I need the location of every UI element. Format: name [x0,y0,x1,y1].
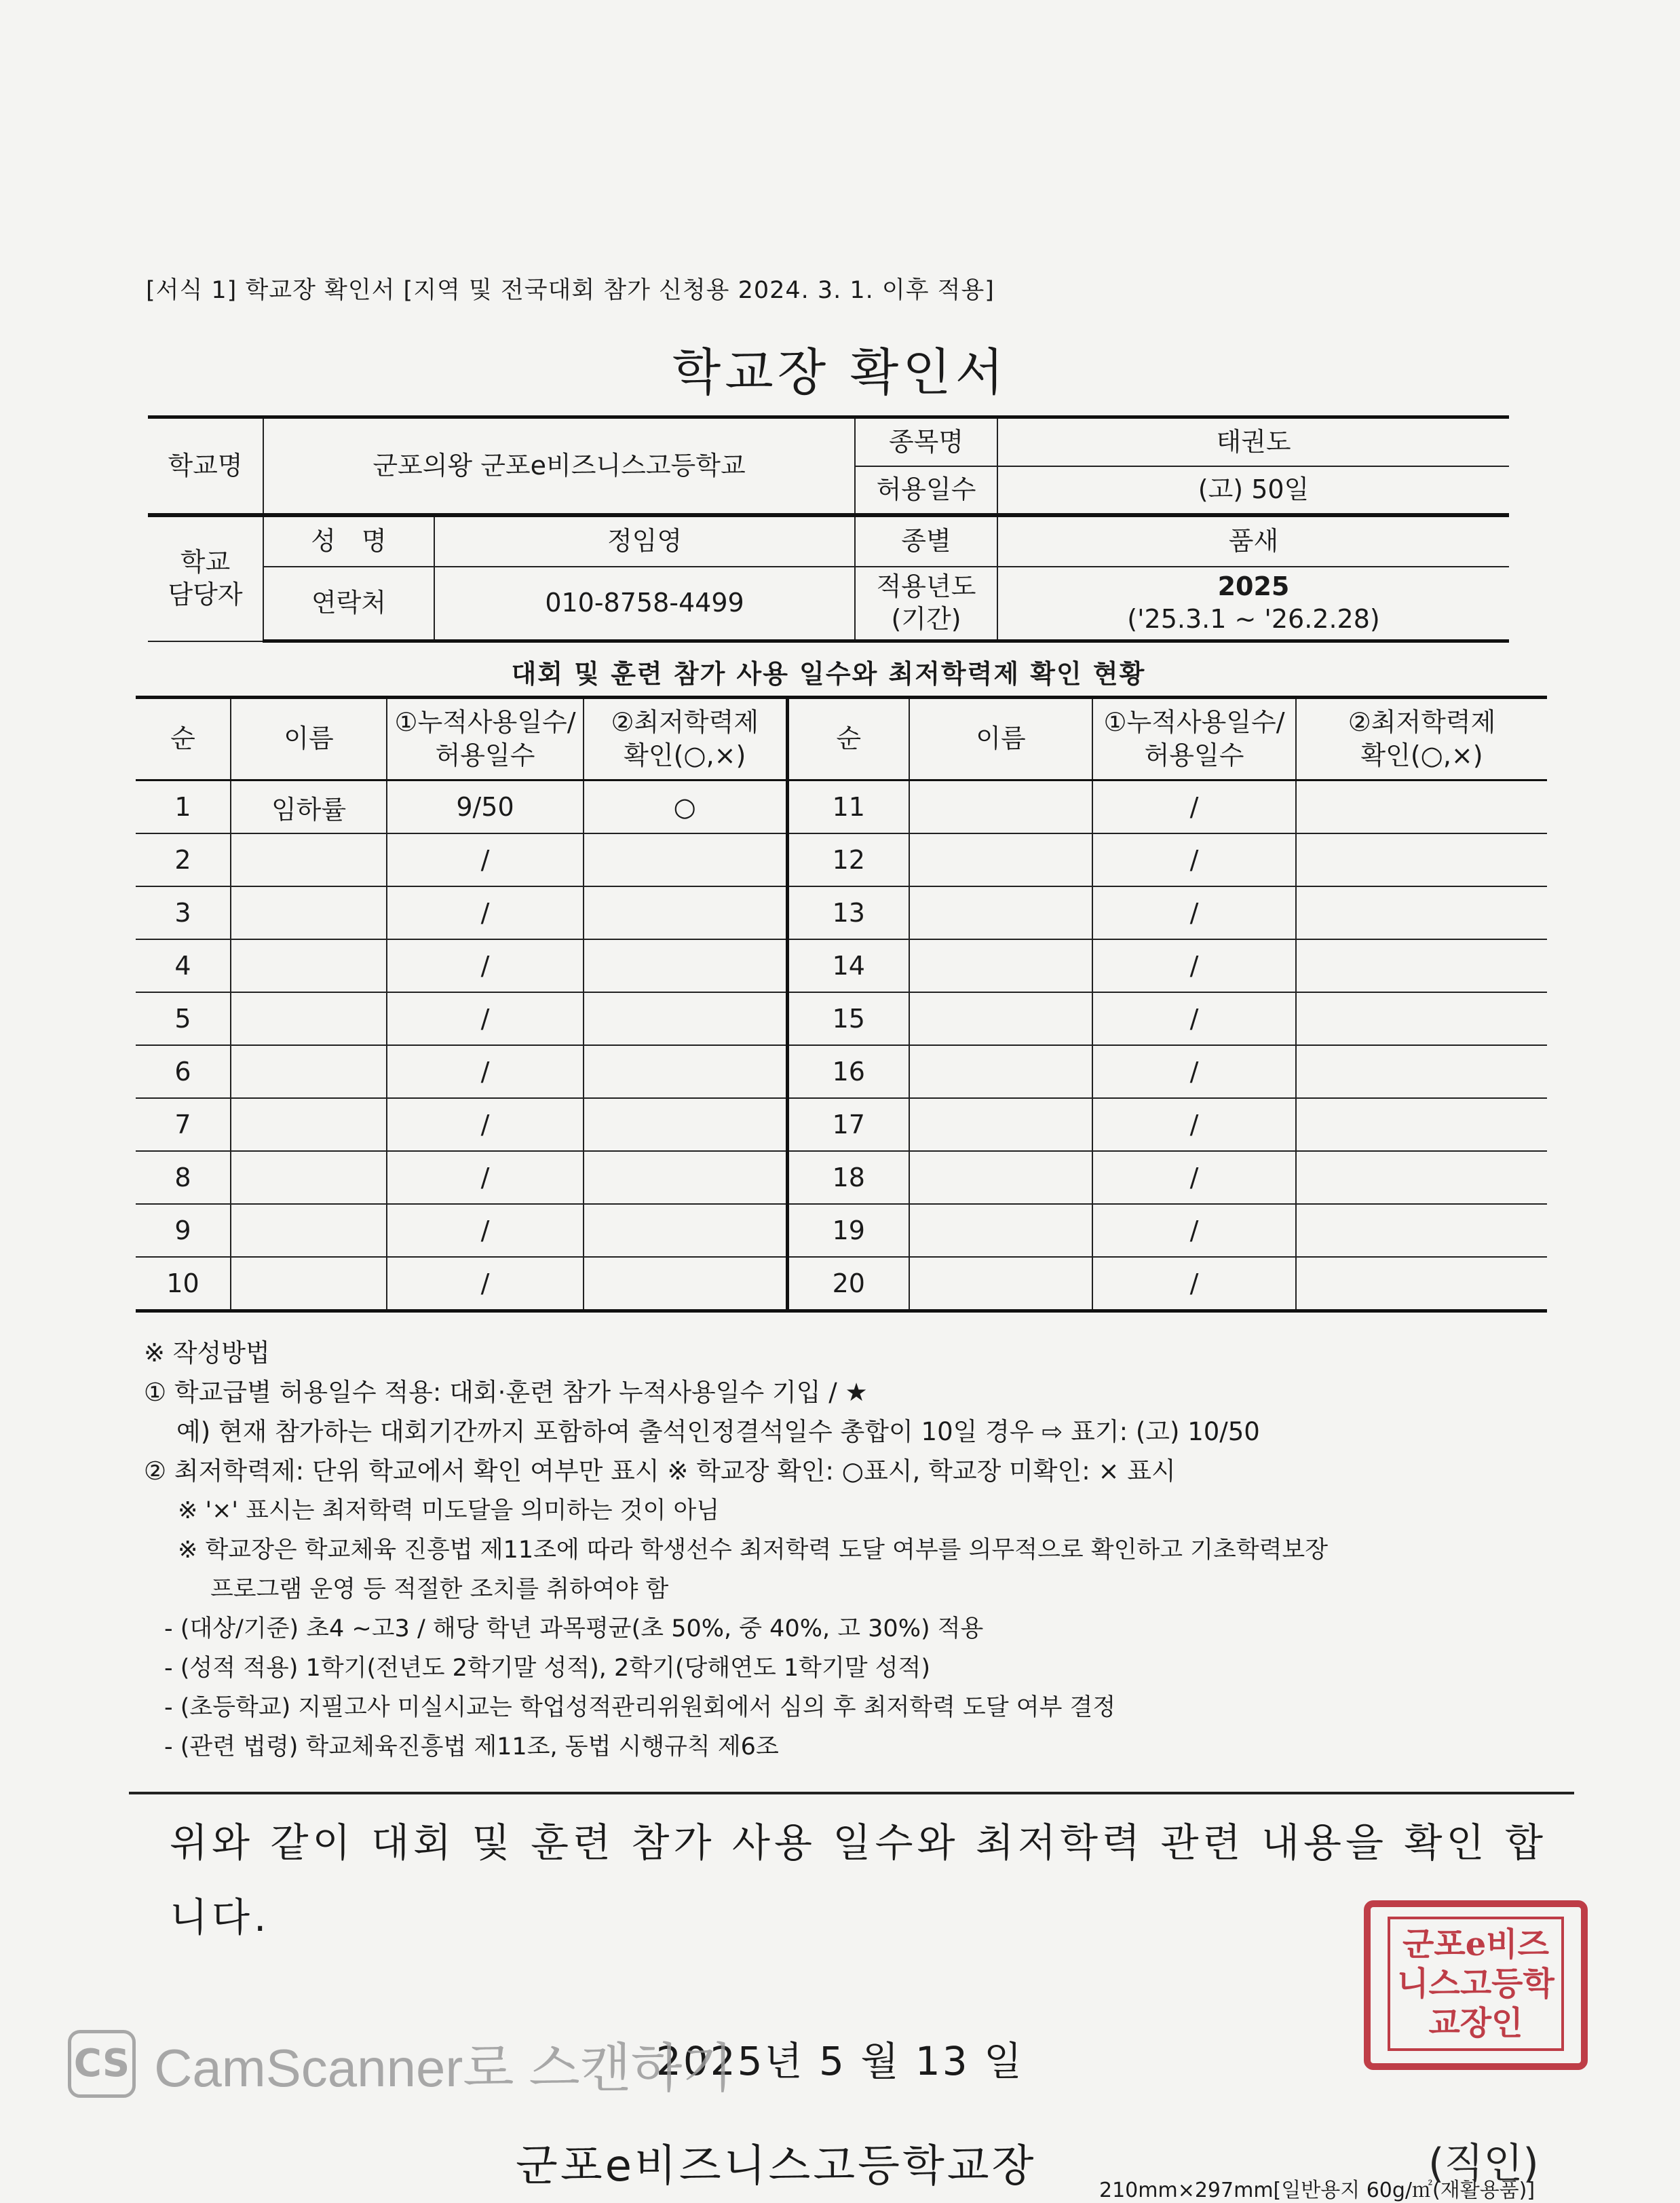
row-number: 12 [787,833,909,886]
row-number: 14 [787,939,909,992]
note-dash1: - (대상/기준) 초4 ~고3 / 해당 학년 과목평균(초 50%, 중 40%, 고 30%) 적용 [164,1615,984,1642]
row-number: 15 [787,992,909,1045]
header-name-right: 이름 [909,698,1092,780]
contact-name-label: 성 명 [263,515,434,567]
usage-table [136,696,1547,1313]
row-number: 20 [787,1257,909,1311]
note-dash4: - (관련 법령) 학교체육진흥법 제11조, 동법 시행규칙 제6조 [164,1733,779,1760]
notes-heading: ※ 작성방법 [144,1338,270,1368]
row-check [584,833,787,886]
seal-mark: (직인) [1428,2140,1539,2187]
watermark-text: CamScanner로 스캔하기 [154,2038,733,2098]
row-number: 1 [136,780,231,834]
principal-title: 군포e비즈니스고등학교장 [516,2141,1037,2191]
document-title: 학교장 확인서 [672,343,1008,402]
row-check [584,939,787,992]
writing-instructions [144,1334,1555,1767]
row-name [909,1257,1092,1311]
row-usage: / [387,833,584,886]
row-name [909,1045,1092,1098]
row-usage: / [1092,992,1296,1045]
row-name [231,939,387,992]
phone-value: 010-8758-4499 [434,567,855,641]
row-check [1296,1151,1547,1204]
header-usage-line2: 허용일수 [1144,740,1244,770]
row-number: 10 [136,1257,231,1311]
row-usage: / [1092,886,1296,939]
year-label [855,567,997,641]
row-name [231,1098,387,1151]
school-name-value: 군포의왕 군포e비즈니스고등학교 [263,417,855,515]
row-number: 4 [136,939,231,992]
row-number: 5 [136,992,231,1045]
row-usage: / [387,886,584,939]
row-number: 7 [136,1098,231,1151]
row-check: ○ [584,780,787,834]
row-number: 8 [136,1151,231,1204]
row-name [231,1204,387,1257]
row-number: 9 [136,1204,231,1257]
header-usage-line1: ①누적사용일수/ [1103,707,1285,737]
row-usage: / [387,1204,584,1257]
row-name [909,886,1092,939]
event-value: 태권도 [997,417,1509,466]
phone-label: 연락처 [263,567,434,641]
row-number: 6 [136,1045,231,1098]
contact-person-label [148,515,263,641]
seal-text: 군포e비즈 니스고등학 교장인 [1388,1917,1564,2051]
year-label-line2: (기간) [891,603,961,634]
row-usage: / [387,1257,584,1311]
row-number: 19 [787,1204,909,1257]
header-usage-line1: ①누적사용일수/ [394,707,576,737]
table-row [136,992,1547,1045]
header-no-right: 순 [787,698,909,780]
paper-spec-note: 210mm×297mm[일반용지 60g/㎡(재활용품)] [1099,2179,1535,2202]
row-number: 17 [787,1098,909,1151]
row-number: 16 [787,1045,909,1098]
issue-date: 2025년 5 월 13 일 [655,2038,1025,2084]
note-item1: ① 학교급별 허용일수 적용: 대회·훈련 참가 누적사용일수 기입 / ★ [144,1378,868,1407]
camscanner-logo-icon: CS [68,2030,136,2098]
row-name [231,1257,387,1311]
usage-table-body [136,780,1547,1311]
row-check [1296,1257,1547,1311]
header-check-line2: 확인(○,×) [624,740,746,770]
table-row [136,1257,1547,1311]
allowed-days-label: 허용일수 [855,466,997,515]
header-check-line1: ②최저학력제 [1348,707,1496,737]
row-usage: / [1092,833,1296,886]
header-usage-line2: 허용일수 [435,740,535,770]
note-dash2: - (성적 적용) 1학기(전년도 2학기말 성적), 2학기(당해연도 1학기말 성적) [164,1655,931,1682]
table-row [136,939,1547,992]
table-row [136,1204,1547,1257]
row-name [231,1045,387,1098]
row-check [584,1204,787,1257]
note-item2-note1: ※ '×' 표시는 최저학력 미도달을 의미하는 것이 아님 [178,1497,720,1524]
note-item1-example: 예) 현재 참가하는 대회기간까지 포함하여 출석인정결석일수 총합이 10일 경우 ⇨ 표기: (고) 10/50 [176,1417,1260,1446]
note-item2-note2: ※ 학교장은 학교체육 진흥법 제11조에 따라 학생선수 최저학력 도달 여부를 의무적으로 확인하고 기초학력보장 [178,1537,1329,1564]
table-row [136,1098,1547,1151]
row-check [1296,992,1547,1045]
scanner-watermark [68,2026,733,2102]
row-usage: / [387,992,584,1045]
row-check [584,886,787,939]
row-check [1296,886,1547,939]
row-name [231,886,387,939]
period-value: ('25.3.1 ~ '26.2.28) [1127,603,1380,634]
year-label-line1: 적용년도 [876,571,976,602]
header-check-line1: ②최저학력제 [611,707,759,737]
type-value: 품새 [997,515,1509,567]
divider-line [129,1792,1574,1794]
row-number: 2 [136,833,231,886]
row-number: 18 [787,1151,909,1204]
confirmation-statement: 위와 같이 대회 및 훈련 참가 사용 일수와 최저학력 관련 내용을 확인 합니다. [170,1820,1548,1940]
table-row [136,1151,1547,1204]
row-usage: / [1092,1151,1296,1204]
header-usage-left [387,698,584,780]
row-name [909,939,1092,992]
row-usage: / [1092,1257,1296,1311]
header-check-right [1296,698,1547,780]
row-check [1296,833,1547,886]
header-check-line2: 확인(○,×) [1360,740,1483,770]
header-usage-right [1092,698,1296,780]
note-item2: ② 최저학력제: 단위 학교에서 확인 여부만 표시 ※ 학교장 확인: ○표시, 학교장 미확인: × 표시 [144,1456,1176,1486]
type-label: 종별 [855,515,997,567]
table-row [136,1045,1547,1098]
header-name-left: 이름 [231,698,387,780]
row-check [1296,780,1547,834]
row-check [584,1098,787,1151]
row-name [231,1151,387,1204]
row-usage: / [387,939,584,992]
row-check [1296,939,1547,992]
year-value-cell [997,567,1509,641]
table-row [136,833,1547,886]
row-check [1296,1098,1547,1151]
row-check [584,1257,787,1311]
row-check [584,992,787,1045]
row-usage: / [387,1098,584,1151]
row-number: 11 [787,780,909,834]
note-dash3: - (초등학교) 지필고사 미실시교는 학업성적관리위원회에서 심의 후 최저학력 도달 여부 결정 [164,1694,1116,1721]
official-seal-stamp [1364,1900,1588,2070]
row-check [1296,1045,1547,1098]
row-name [909,1204,1092,1257]
allowed-days-value: (고) 50일 [997,466,1509,515]
row-name [909,1151,1092,1204]
row-check [584,1151,787,1204]
row-name [909,833,1092,886]
row-usage: / [1092,939,1296,992]
header-check-left [584,698,787,780]
row-name [909,780,1092,834]
row-name: 임하률 [231,780,387,834]
row-check [584,1045,787,1098]
row-usage: / [1092,1045,1296,1098]
row-usage: / [387,1151,584,1204]
year-value: 2025 [1217,571,1290,602]
row-usage: / [1092,780,1296,834]
table-row [136,780,1547,834]
school-name-label: 학교명 [148,417,263,515]
contact-name-value: 정임영 [434,515,855,567]
row-usage: / [1092,1098,1296,1151]
note-item2-note2-cont: 프로그램 운영 등 적절한 조치를 취하여야 함 [210,1576,669,1603]
row-name [909,992,1092,1045]
row-name [909,1098,1092,1151]
row-usage: / [387,1045,584,1098]
section-heading: 대회 및 훈련 참가 사용 일수와 최저학력제 확인 현황 [511,659,1146,689]
contact-person-label-line1: 학교 [180,547,231,577]
row-number: 13 [787,886,909,939]
header-no-left: 순 [136,698,231,780]
row-name [231,833,387,886]
row-usage: 9/50 [387,780,584,834]
row-usage: / [1092,1204,1296,1257]
event-label: 종목명 [855,417,997,466]
school-info-table [148,415,1509,643]
contact-person-label-line2: 담당자 [168,579,243,609]
form-label: [서식 1] 학교장 확인서 [지역 및 전국대회 참가 신청용 2024. 3. 1. 이후 적용] [146,277,995,304]
row-number: 3 [136,886,231,939]
table-row [136,886,1547,939]
row-name [231,992,387,1045]
row-check [1296,1204,1547,1257]
